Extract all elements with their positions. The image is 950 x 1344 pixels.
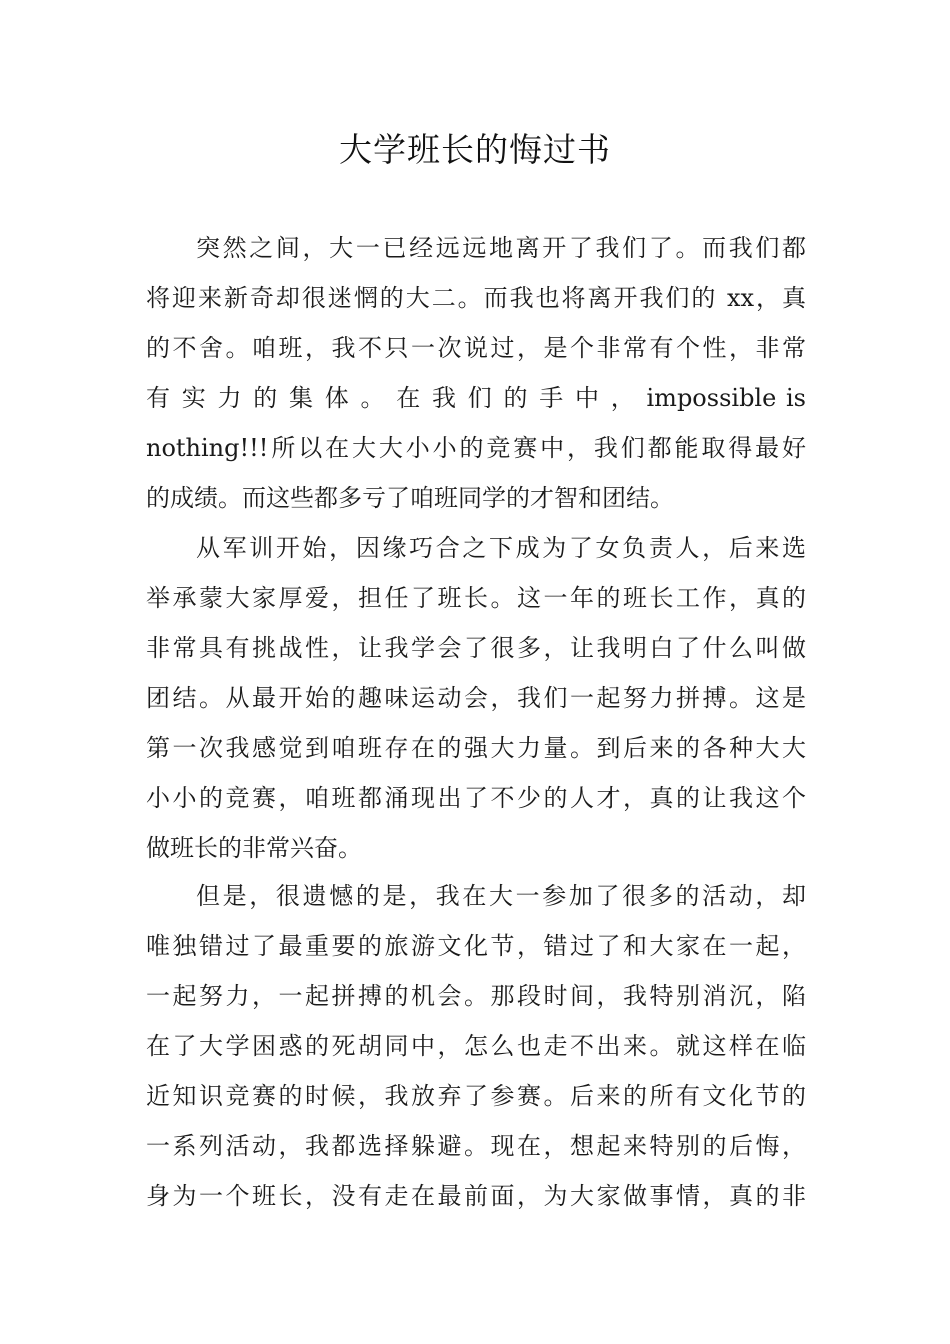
text-line: 的成绩。而这些都多亏了咱班同学的才智和团结。	[146, 484, 674, 512]
text-line: 近知识竞赛的时候，我放弃了参赛。后来的所有文化节的	[146, 1082, 806, 1110]
text-line: 举承蒙大家厚爱，担任了班长。这一年的班长工作，真的	[146, 584, 806, 612]
text-line: 做班长的非常兴奋。	[146, 834, 362, 862]
text-line: 但是，很遗憾的是，我在大一参加了很多的活动，却	[196, 882, 806, 910]
text-line: 的不舍。咱班，我不只一次说过，是个非常有个性，非常	[146, 334, 806, 362]
text-line: 一起努力，一起拼搏的机会。那段时间，我特别消沉，陷	[146, 982, 806, 1010]
text-line: 非常具有挑战性，让我学会了很多，让我明白了什么叫做	[146, 634, 806, 662]
text-line: 有 实 力 的 集 体 。 在 我 们 的 手 中 ， impossible is	[146, 384, 806, 412]
text-line: 第一次我感觉到咱班存在的强大力量。到后来的各种大大	[146, 734, 806, 762]
text-line: 身为一个班长，没有走在最前面，为大家做事情，真的非	[146, 1182, 806, 1210]
text-line: 团结。从最开始的趣味运动会，我们一起努力拼搏。这是	[146, 684, 806, 712]
document-title: 大学班长的悔过书	[339, 130, 611, 169]
text-line: 突然之间，大一已经远远地离开了我们了。而我们都	[196, 234, 806, 262]
text-line: 唯独错过了最重要的旅游文化节，错过了和大家在一起，	[146, 932, 806, 960]
text-line: 从军训开始，因缘巧合之下成为了女负责人，后来选	[196, 534, 806, 562]
text-line: 小小的竞赛，咱班都涌现出了不少的人才，真的让我这个	[146, 784, 806, 812]
text-line: 一系列活动，我都选择躲避。现在，想起来特别的后悔，	[146, 1132, 806, 1160]
text-line: 将迎来新奇却很迷惘的大二。而我也将离开我们的 xx，真	[146, 284, 806, 312]
text-line: nothing!!!所以在大大小小的竞赛中，我们都能取得最好	[146, 434, 806, 462]
text-line: 在了大学困惑的死胡同中，怎么也走不出来。就这样在临	[146, 1032, 806, 1060]
